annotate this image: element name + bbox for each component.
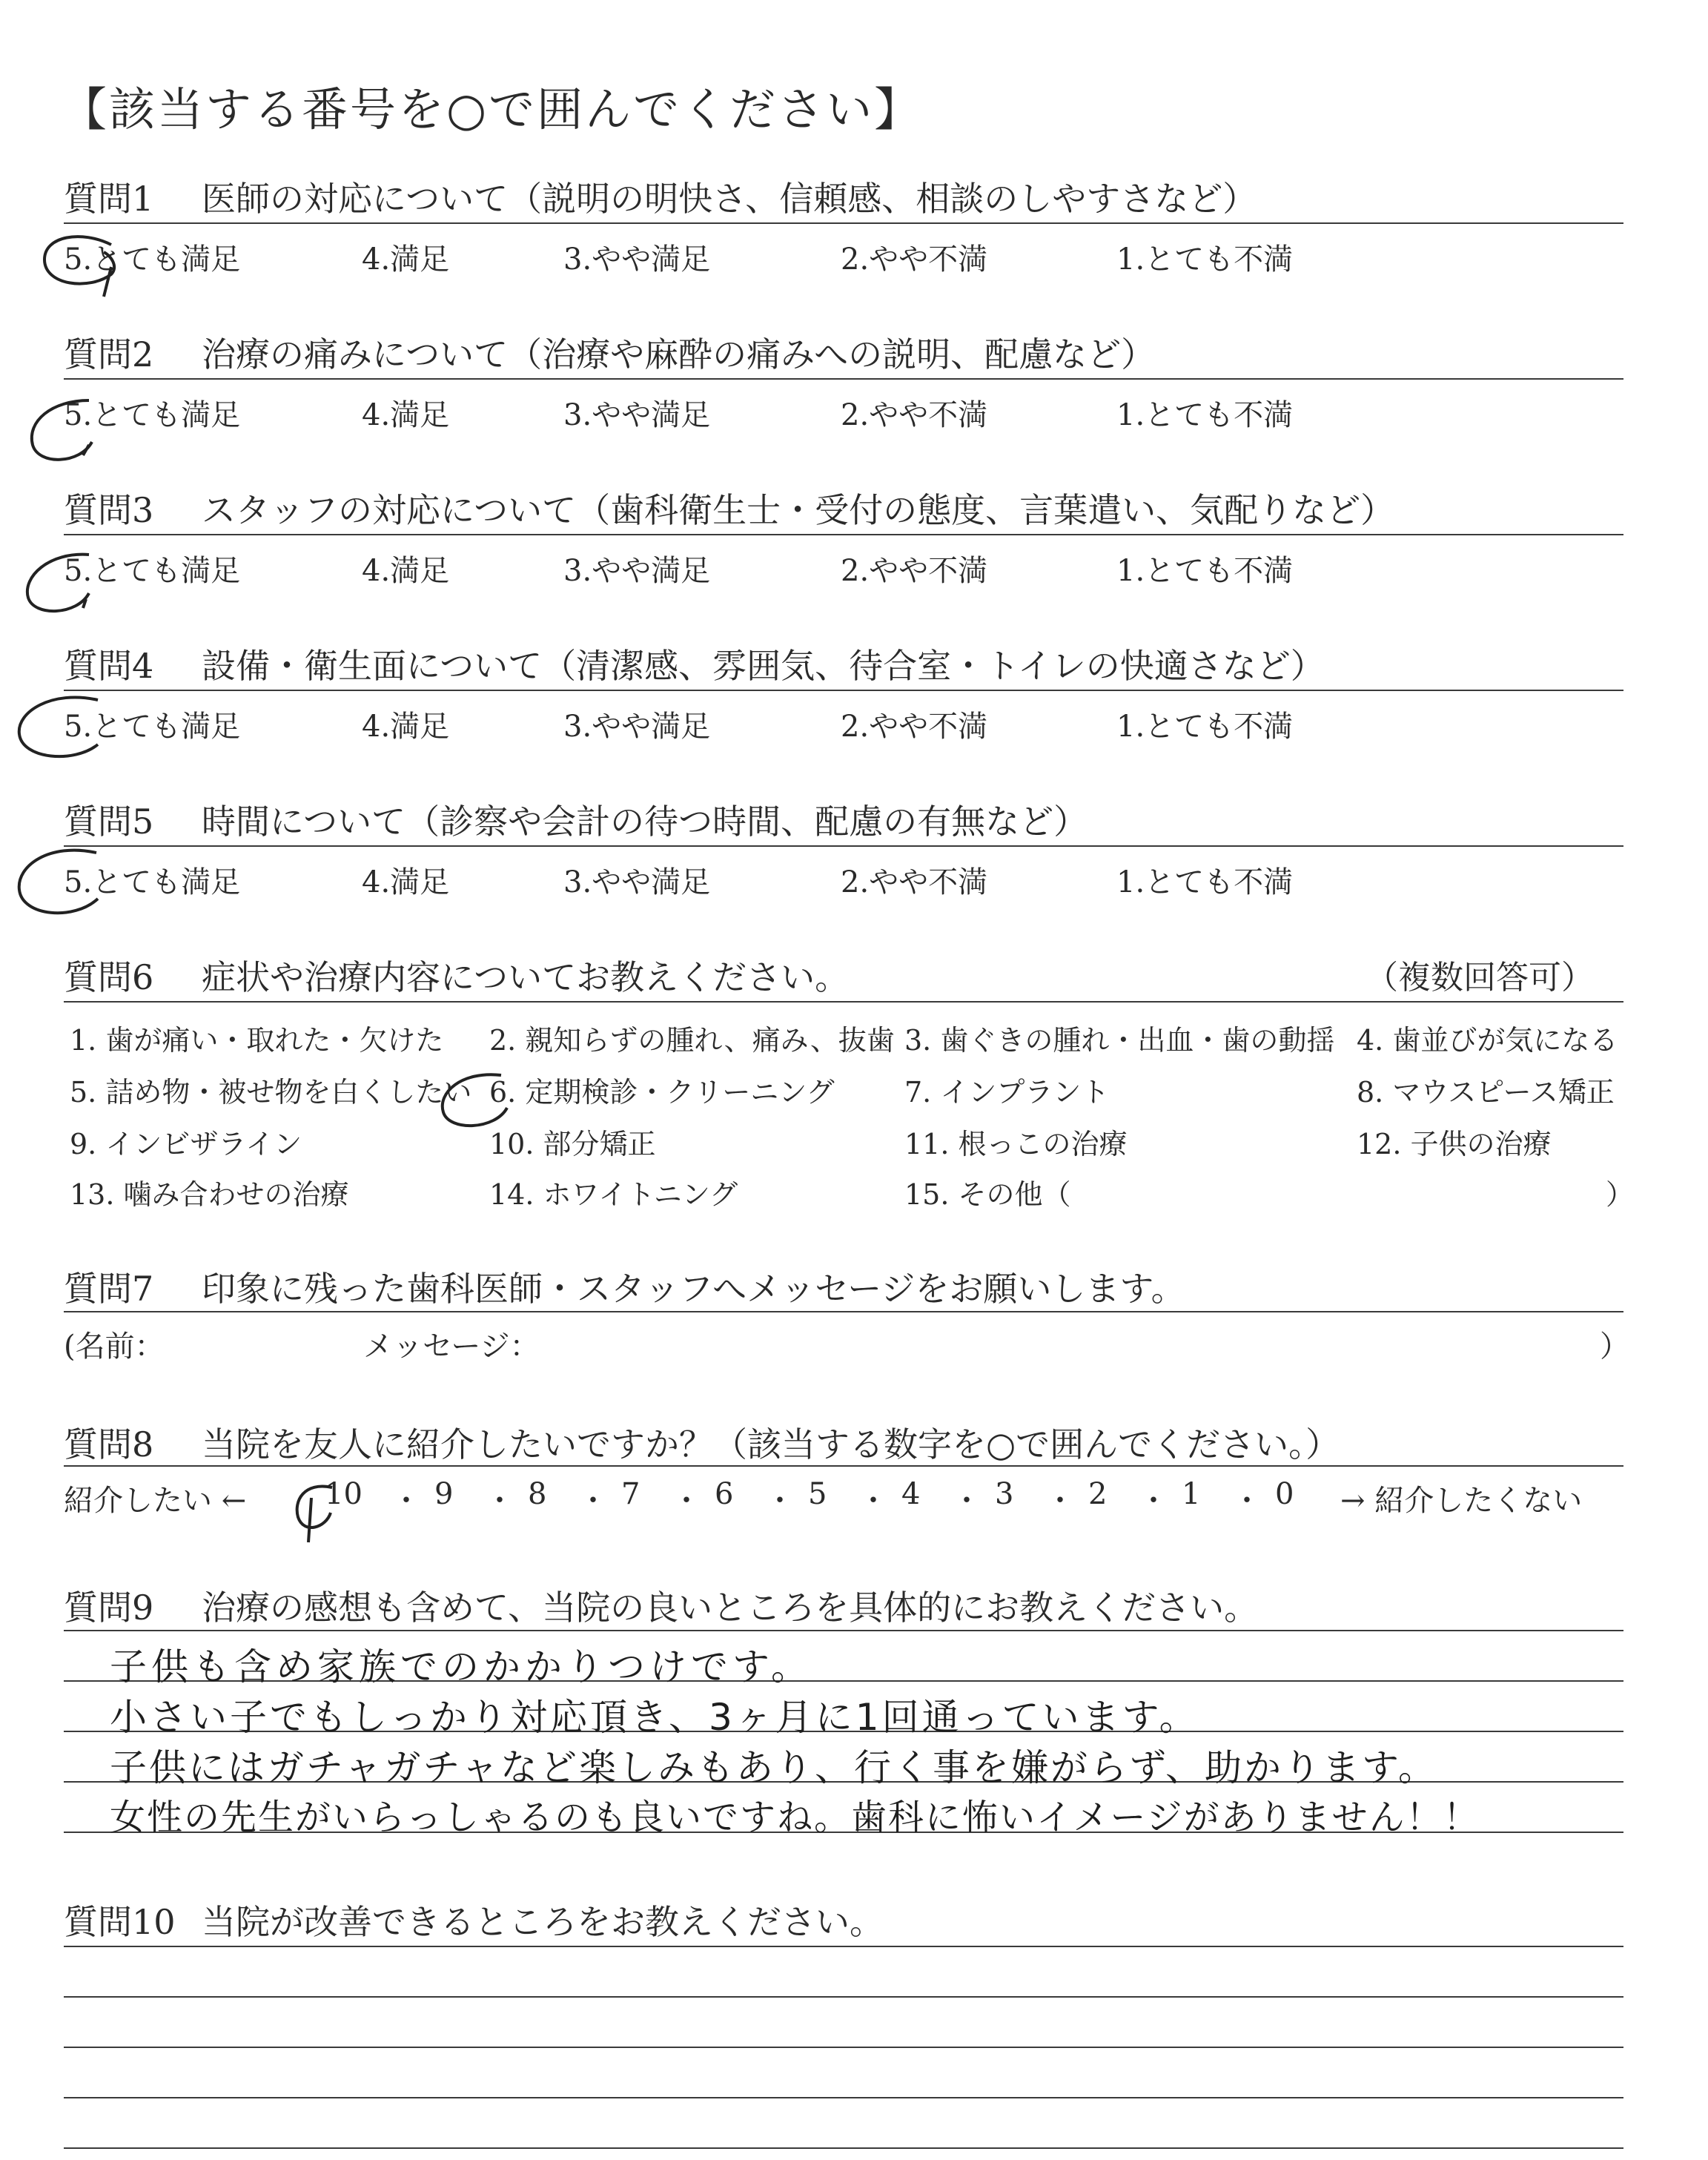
symptom-option-7[interactable]: 7. インプラント — [904, 1076, 1110, 1109]
question-text: スタッフの対応について（歯科衛生士・受付の態度、言葉遣い、気配りなど） — [202, 490, 1395, 530]
q6-options-row-4 — [70, 1172, 1635, 1216]
symptom-option-9[interactable]: 9. インビザライン — [70, 1128, 302, 1160]
question-number: 質問8 — [64, 1424, 154, 1464]
symptom-option-6[interactable]: 6. 定期検診・クリーニング — [489, 1076, 835, 1109]
scale-dot: ・ — [391, 1484, 421, 1518]
q1-rating-options — [64, 236, 1623, 277]
symptom-option-3[interactable]: 3. 歯ぐきの腫れ・出血・歯の動揺 — [904, 1024, 1335, 1057]
q2-rating-options — [64, 392, 1623, 433]
question-5 — [64, 795, 1088, 844]
answer-line — [64, 2147, 1623, 2149]
divider — [64, 1311, 1623, 1312]
rating-option-3[interactable]: 3.やや満足 — [563, 554, 711, 588]
rating-option-2[interactable]: 2.やや不満 — [841, 398, 988, 432]
multiple-answer-note: （複数回答可） — [1366, 959, 1594, 997]
rating-option-1[interactable]: 1.とても不満 — [1116, 242, 1294, 277]
scale-right-label: → 紹介したくない — [1340, 1484, 1583, 1518]
symptom-option-10[interactable]: 10. 部分矯正 — [489, 1128, 656, 1160]
question-1 — [64, 172, 1257, 221]
q4-rating-options — [64, 703, 1623, 744]
symptom-option-5[interactable]: 5. 詰め物・被せ物を白くしたい — [70, 1076, 472, 1109]
scale-9[interactable]: 9 — [434, 1477, 454, 1511]
rating-option-5[interactable]: 5.とても満足 — [64, 554, 241, 588]
question-text: 治療の痛みについて（治療や麻酔の痛みへの説明、配慮など） — [202, 334, 1156, 374]
rating-option-4[interactable]: 4.満足 — [362, 554, 450, 588]
scale-10[interactable]: 10 — [325, 1477, 363, 1511]
rating-option-1[interactable]: 1.とても不満 — [1116, 710, 1294, 744]
rating-option-1[interactable]: 1.とても不満 — [1116, 398, 1294, 432]
rating-option-2[interactable]: 2.やや不満 — [841, 710, 988, 744]
symptom-option-13[interactable]: 13. 噛み合わせの治療 — [70, 1178, 349, 1211]
q7-message-line — [64, 1323, 1629, 1364]
rating-option-2[interactable]: 2.やや不満 — [841, 242, 988, 277]
answer-line — [64, 2047, 1623, 2048]
question-8 — [64, 1418, 1340, 1467]
question-number: 質問7 — [64, 1269, 154, 1309]
question-number: 質問1 — [64, 179, 154, 219]
rating-option-2[interactable]: 2.やや不満 — [841, 554, 988, 588]
recommend-scale — [64, 1477, 1623, 1522]
divider — [64, 378, 1623, 380]
scale-dot: ・ — [578, 1484, 608, 1518]
symptom-option-15[interactable]: 15. その他（ — [904, 1178, 1071, 1211]
question-number: 質問5 — [64, 802, 154, 842]
question-6 — [64, 951, 1623, 1000]
q6-options-row-3 — [70, 1121, 1626, 1166]
scale-8[interactable]: 8 — [528, 1477, 547, 1511]
scale-left-label: 紹介したい ← — [64, 1484, 247, 1518]
q5-rating-options — [64, 859, 1623, 900]
question-text: 医師の対応について（説明の明快さ、信頼感、相談のしやすさなど） — [202, 179, 1257, 219]
divider — [64, 1465, 1623, 1467]
scale-0[interactable]: 0 — [1275, 1477, 1294, 1511]
rating-option-4[interactable]: 4.満足 — [362, 398, 450, 432]
scale-dot: ・ — [485, 1484, 514, 1518]
question-10 — [64, 1895, 884, 1944]
scale-2[interactable]: 2 — [1088, 1477, 1108, 1511]
q6-options-row-1 — [70, 1017, 1626, 1062]
name-label[interactable]: (名前： — [64, 1330, 165, 1364]
question-3 — [64, 483, 1394, 532]
scale-dot: ・ — [858, 1484, 888, 1518]
divider — [64, 845, 1623, 847]
question-4 — [64, 639, 1325, 688]
question-7 — [64, 1262, 1185, 1311]
message-label[interactable]: メッセージ： — [363, 1330, 540, 1364]
question-text: 印象に残った歯科医師・スタッフへメッセージをお願いします。 — [202, 1269, 1185, 1309]
rating-option-3[interactable]: 3.やや満足 — [563, 242, 711, 277]
rating-option-3[interactable]: 3.やや満足 — [563, 710, 711, 744]
rating-option-1[interactable]: 1.とても不満 — [1116, 865, 1294, 899]
rating-option-5[interactable]: 5.とても満足 — [64, 865, 241, 899]
answer-line — [64, 1946, 1623, 1947]
question-number: 質問6 — [64, 957, 154, 997]
answer-line — [64, 2097, 1623, 2098]
other-close-paren: ） — [1606, 1178, 1635, 1211]
handwritten-answer-line-4: 女性の先生がいらっしゃるのも良いですね。歯科に怖いイメージがありません！！ — [110, 1797, 1480, 1838]
answer-line — [64, 1630, 1623, 1631]
rating-option-3[interactable]: 3.やや満足 — [563, 398, 711, 432]
message-close-paren: ） — [1600, 1330, 1629, 1364]
symptom-option-12[interactable]: 12. 子供の治療 — [1357, 1128, 1552, 1160]
scale-7[interactable]: 7 — [621, 1477, 640, 1511]
rating-option-5[interactable]: 5.とても満足 — [64, 710, 241, 744]
question-number: 質問3 — [64, 490, 154, 530]
question-text: 当院を友人に紹介したいですか？（該当する数字を○で囲んでください。） — [202, 1424, 1340, 1464]
scale-dot: ・ — [672, 1484, 701, 1518]
rating-option-2[interactable]: 2.やや不満 — [841, 865, 988, 899]
rating-option-4[interactable]: 4.満足 — [362, 865, 450, 899]
rating-option-4[interactable]: 4.満足 — [362, 710, 450, 744]
question-text: 当院が改善できるところをお教えください。 — [202, 1902, 884, 1942]
divider — [64, 222, 1623, 224]
question-text: 設備・衛生面について（清潔感、雰囲気、待合室・トイレの快適さなど） — [202, 646, 1325, 686]
handwritten-answer-line-3: 子供にはガチャガチャなど楽しみもあり、行く事を嫌がらず、助かります。 — [110, 1746, 1437, 1789]
symptom-option-11[interactable]: 11. 根っこの治療 — [904, 1128, 1128, 1160]
divider — [64, 534, 1623, 535]
rating-option-5[interactable]: 5.とても満足 — [64, 398, 241, 432]
question-9 — [64, 1581, 1258, 1630]
question-number: 質問4 — [64, 646, 154, 686]
scale-4[interactable]: 4 — [901, 1477, 921, 1511]
page-title: 【該当する番号を○で囲んでください】 — [61, 82, 923, 136]
question-2 — [64, 328, 1155, 377]
handwritten-answer-line-1: 子供も含め家族でのかかりつけです。 — [110, 1645, 812, 1688]
scale-dot: ・ — [952, 1484, 982, 1518]
scale-dot: ・ — [765, 1484, 795, 1518]
handwritten-answer-line-2: 小さい子でもしっかり対応頂き、3ヶ月に1回通っています。 — [110, 1696, 1199, 1739]
symptom-option-1[interactable]: 1. 歯が痛い・取れた・欠けた — [70, 1024, 444, 1057]
rating-option-4[interactable]: 4.満足 — [362, 242, 450, 277]
question-text: 症状や治療内容についてお教えください。 — [202, 957, 850, 997]
scale-3[interactable]: 3 — [995, 1477, 1014, 1511]
scale-6[interactable]: 6 — [715, 1477, 734, 1511]
q3-rating-options — [64, 547, 1623, 589]
scale-dot: ・ — [1139, 1484, 1168, 1518]
divider — [64, 690, 1623, 691]
rating-option-3[interactable]: 3.やや満足 — [563, 865, 711, 899]
symptom-option-14[interactable]: 14. ホワイトニング — [489, 1178, 738, 1211]
rating-option-5[interactable]: 5.とても満足 — [64, 242, 241, 277]
question-number: 質問10 — [64, 1902, 176, 1942]
scale-1[interactable]: 1 — [1182, 1477, 1201, 1511]
symptom-option-2[interactable]: 2. 親知らずの腫れ、痛み、抜歯 — [489, 1024, 895, 1057]
symptom-option-4[interactable]: 4. 歯並びが気になる — [1357, 1024, 1618, 1057]
question-text: 時間について（診察や会計の待つ時間、配慮の有無など） — [202, 802, 1088, 842]
scale-dot: ・ — [1045, 1484, 1075, 1518]
scale-5[interactable]: 5 — [808, 1477, 827, 1511]
question-number: 質問2 — [64, 334, 154, 374]
symptom-option-8[interactable]: 8. マウスピース矯正 — [1357, 1076, 1615, 1109]
scale-dot: ・ — [1232, 1484, 1262, 1518]
question-text: 治療の感想も含めて、当院の良いところを具体的にお教えください。 — [202, 1588, 1259, 1628]
answer-line — [64, 1996, 1623, 1998]
rating-option-1[interactable]: 1.とても不満 — [1116, 554, 1294, 588]
question-number: 質問9 — [64, 1588, 154, 1628]
q6-options-row-2 — [70, 1069, 1626, 1114]
divider — [64, 1001, 1623, 1003]
